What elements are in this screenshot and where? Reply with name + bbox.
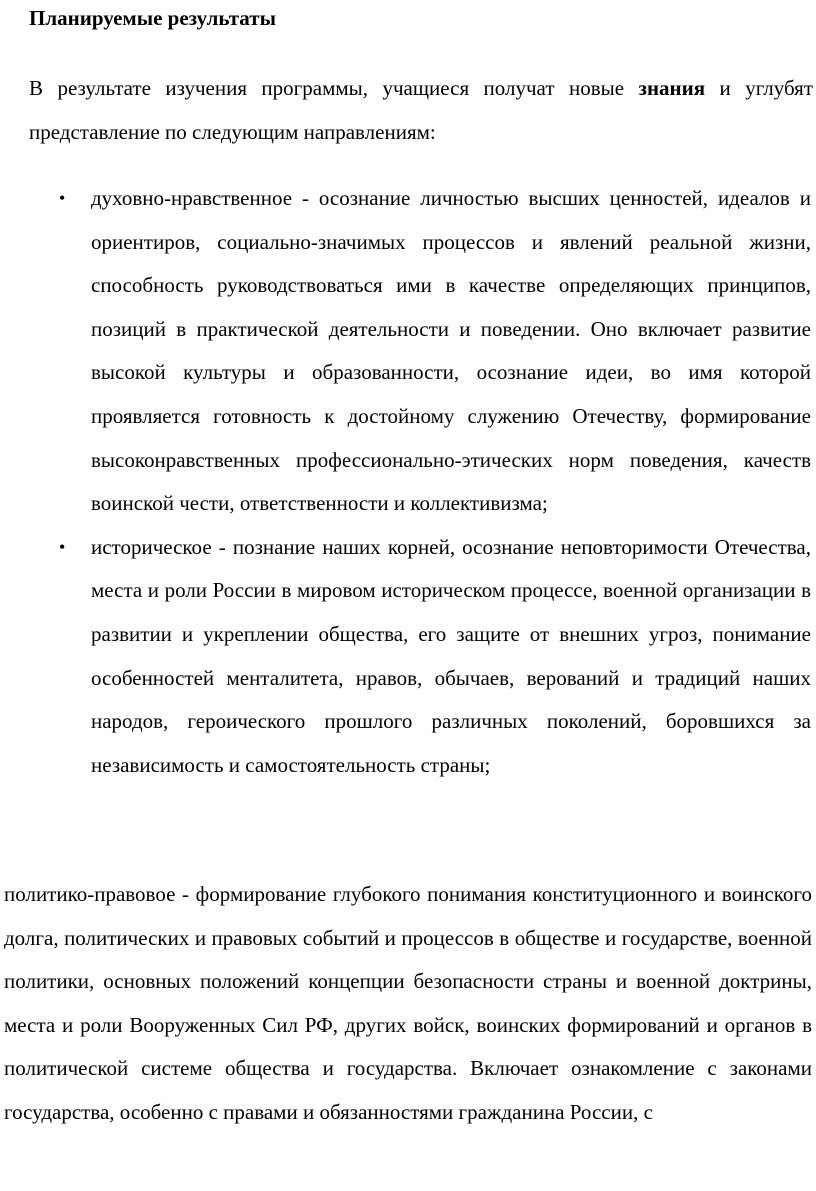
political-legal-paragraph: политико-правовое - формирование глубокого понимания конституционного и воинского долга, политических и правовых событий и процессов в обществе и государстве, военной политики, основных положений концепции безопасности страны и военной доктрины, места и роли Вооруженных Сил РФ, других войск, воинских формирований и органов в политической системе общества и государства. Включает ознакомление с законами государства, особенно с правами и обязанностями гражданина России, с <box>4 882 812 1124</box>
list-item-historical <box>59 526 811 788</box>
list-item-spiritual-moral <box>59 177 811 526</box>
section-heading: Планируемые результаты <box>29 6 276 30</box>
list-item-text: духовно-нравственное - осознание личностью высших ценностей, идеалов и ориентиров, социально-значимых процессов и явлений реальной жизни, способность руководствоваться ими в качестве определяющих принципов, позиций в практической деятельности и поведении. Оно включает развитие высокой культуры и образованности, осознание идеи, во имя которой проявляется готовность к достойному служению Отечеству, формирование высоконравственных профессионально-этических норм поведения, качеств воинской чести, ответственности и коллективизма; <box>91 186 811 516</box>
intro-bold-word: знания <box>638 76 706 100</box>
directions-list <box>0 177 816 787</box>
intro-text-end: и углубят представление по следующим направлениям: <box>29 76 813 144</box>
intro-text-start: В результате изучения программы, учащиеся получат новые <box>29 76 639 100</box>
bullet-icon: • <box>59 536 66 557</box>
list-item-text: историческое - познание наших корней, осознание неповторимости Отечества, места и роли России в мировом историческом процессе, военной организации в развитии и укреплении общества, его защите от внешних угроз, понимание особенностей менталитета, нравов, обычаев, верований и традиций наших народов, героического прошлого различных поколений, боровшихся за независимость и самостоятельность страны; <box>91 534 811 777</box>
bullet-icon: • <box>59 188 66 208</box>
intro-paragraph <box>29 67 813 154</box>
